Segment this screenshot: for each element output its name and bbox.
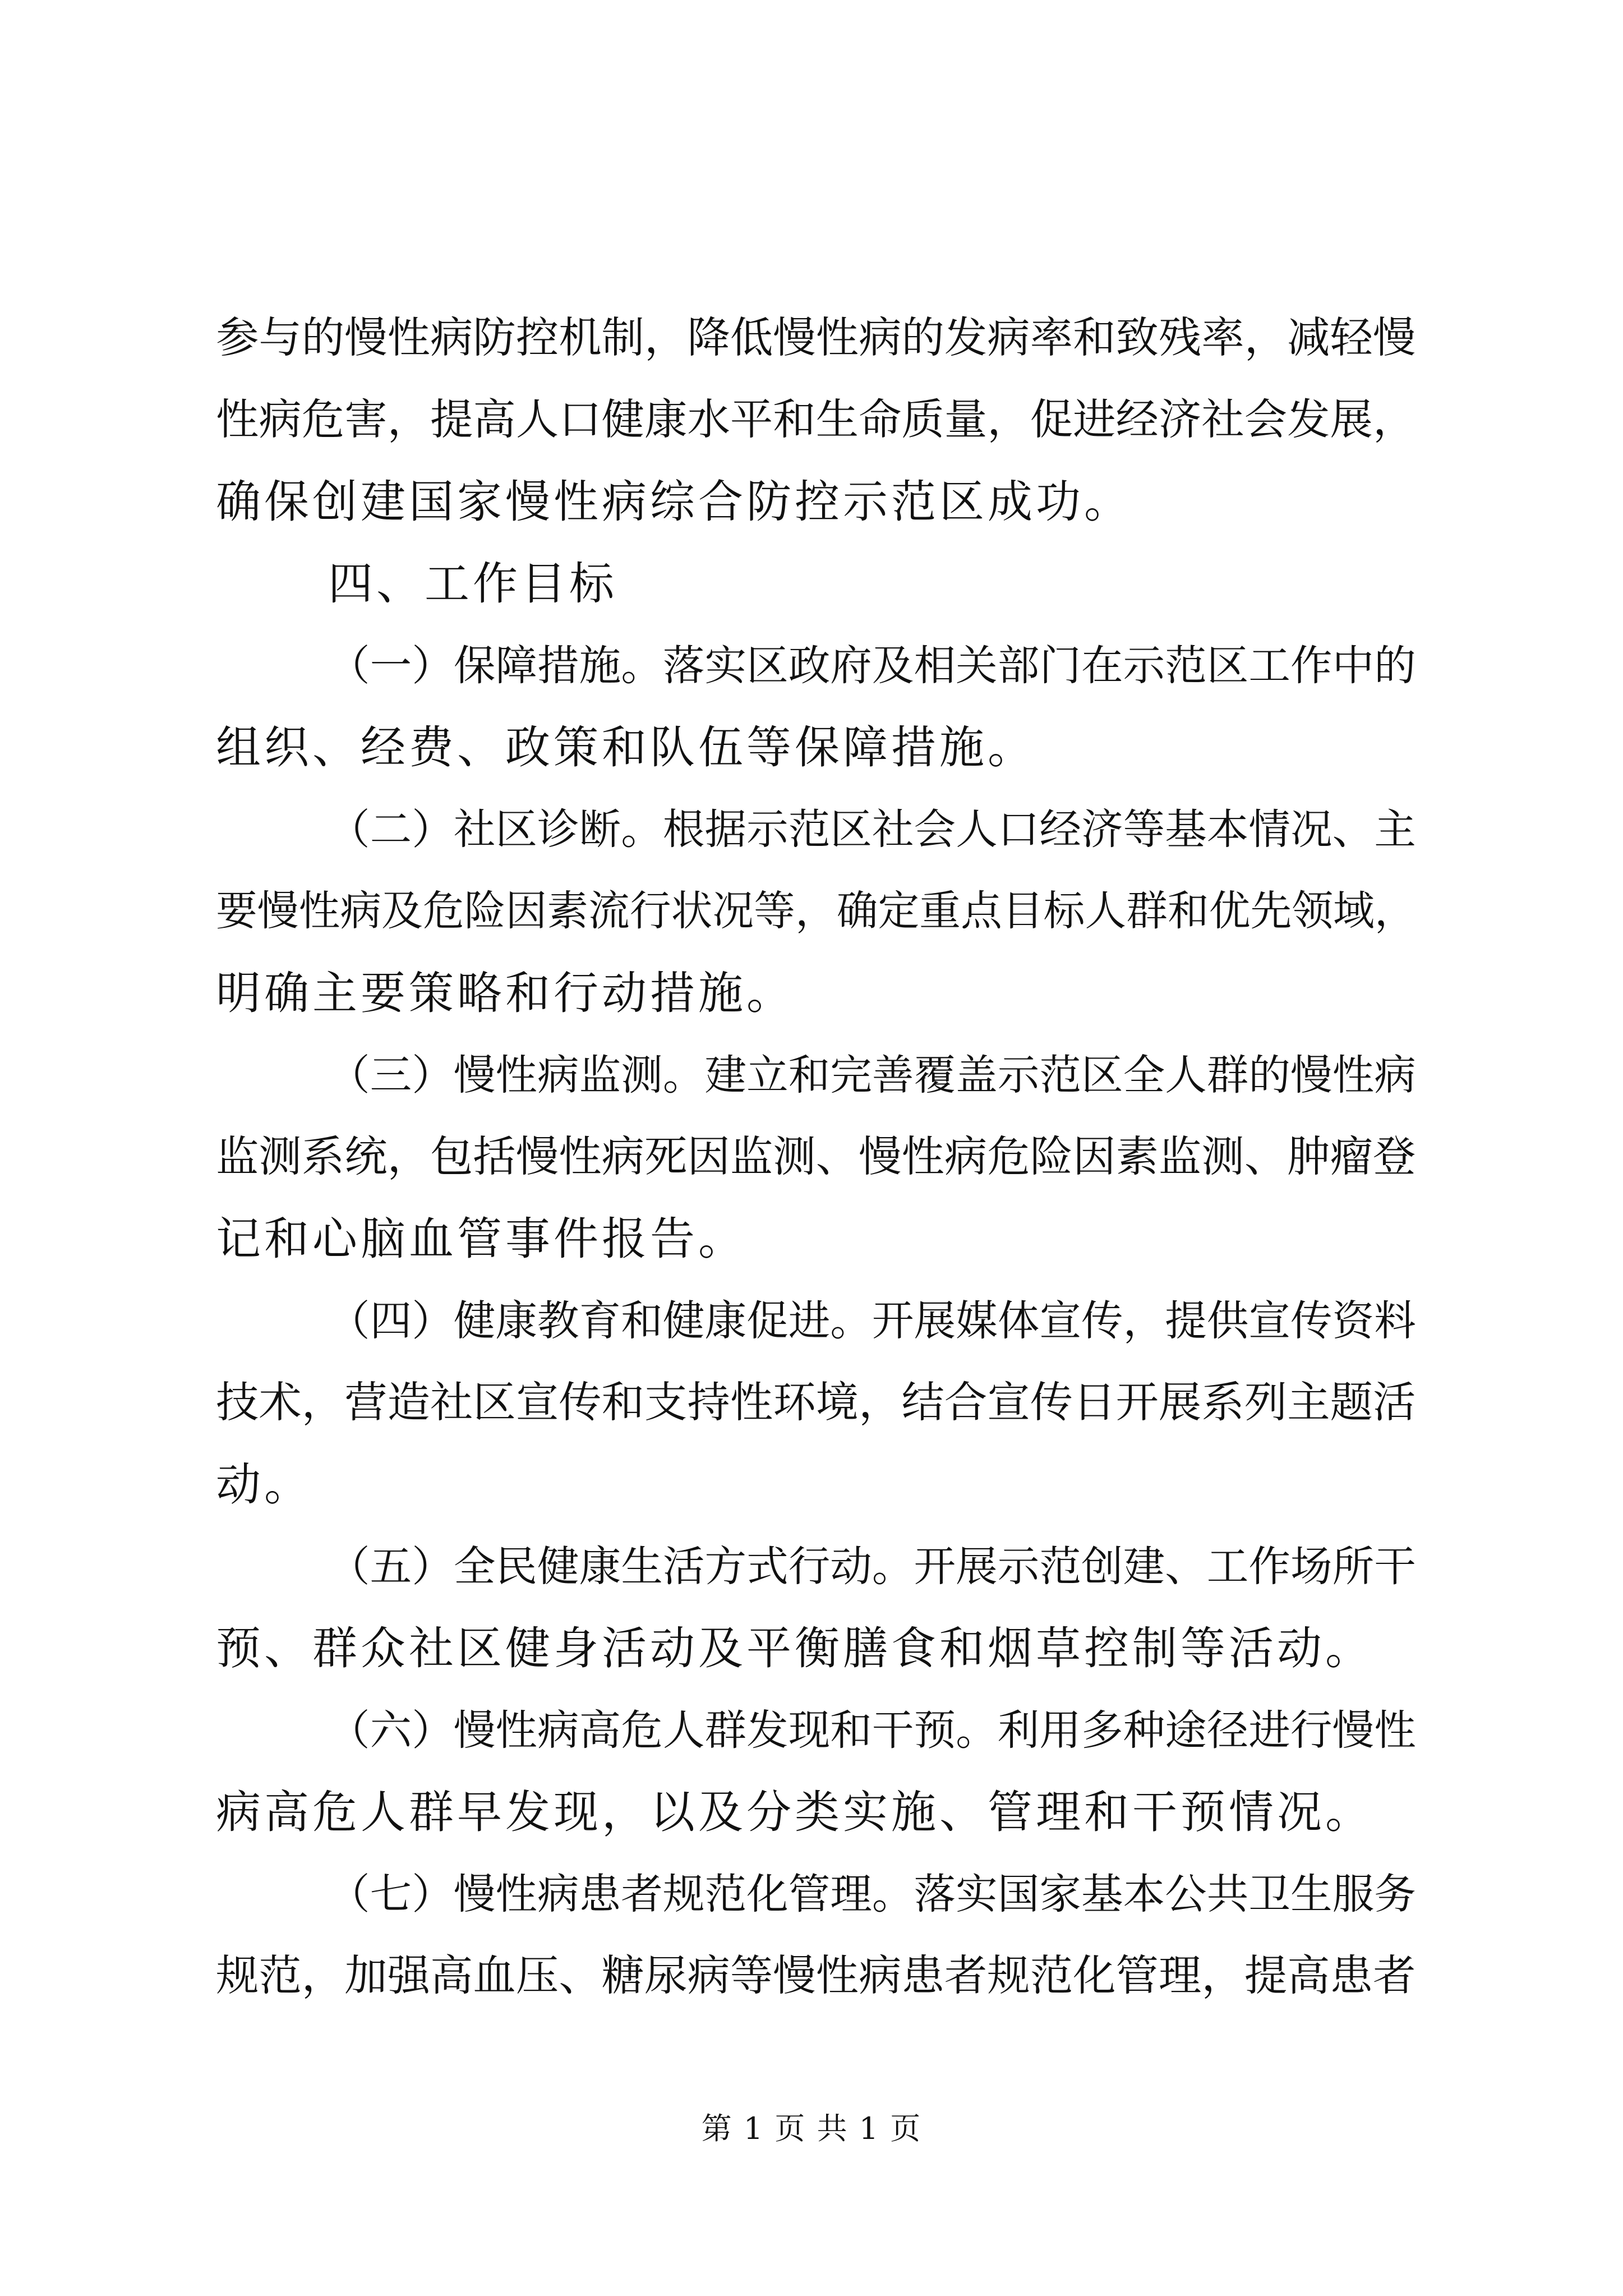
paragraph-line: 记和心脑血管事件报告。	[216, 1213, 746, 1265]
paragraph-first-line: （一）保障措施。落实区政府及相关部门在示范区工作中的	[328, 641, 1416, 690]
paragraph-line: 规范，加强高血压、糖尿病等慢性病患者规范化管理，提高患者	[216, 1951, 1416, 2001]
paragraph-first-line: （五）全民健康生活方式行动。开展示范创建、工作场所干	[328, 1542, 1416, 1591]
paragraph-line: 动。	[216, 1458, 312, 1511]
paragraph-line: 明确主要策略和行动措施。	[216, 967, 795, 1019]
paragraph-first-line: （六）慢性病高危人群发现和干预。利用多种途径进行慢性	[328, 1706, 1416, 1755]
paragraph-first-line: （四）健康教育和健康促进。开展媒体宣传，提供宣传资料	[328, 1296, 1416, 1345]
paragraph-line: 组织、经费、政策和队伍等保障措施。	[216, 721, 1036, 774]
paragraph-first-line: （七）慢性病患者规范化管理。落实国家基本公共卫生服务	[328, 1870, 1416, 1918]
paragraph-line: 确保创建国家慢性病综合防控示范区成功。	[216, 476, 1132, 528]
paragraph-line: 性病危害，提高人口健康水平和生命质量，促进经济社会发展，	[216, 395, 1416, 445]
page-footer: 第 1 页 共 1 页	[701, 2111, 922, 2146]
paragraph-line: 技术，营造社区宣传和支持性环境，结合宣传日开展系列主题活	[216, 1378, 1416, 1428]
paragraph-line: 病高危人群早发现，以及分类实施、管理和干预情况。	[216, 1786, 1373, 1838]
paragraph-line: 要慢性病及危险因素流行状况等，确定重点目标人群和优先领域，	[216, 887, 1416, 935]
paragraph-first-line: （三）慢性病监测。建立和完善覆盖示范区全人群的慢性病	[328, 1051, 1416, 1099]
paragraph-line: 监测系统，包括慢性病死因监测、慢性病危险因素监测、肿瘤登	[216, 1132, 1416, 1182]
paragraph-line: 参与的慢性病防控机制，降低慢性病的发病率和致残率，减轻慢	[216, 313, 1416, 363]
paragraph-first-line: 四、工作目标	[328, 558, 617, 610]
paragraph-first-line: （二）社区诊断。根据示范区社会人口经济等基本情况、主	[328, 805, 1416, 854]
paragraph-line: 预、群众社区健身活动及平衡膳食和烟草控制等活动。	[216, 1622, 1373, 1674]
